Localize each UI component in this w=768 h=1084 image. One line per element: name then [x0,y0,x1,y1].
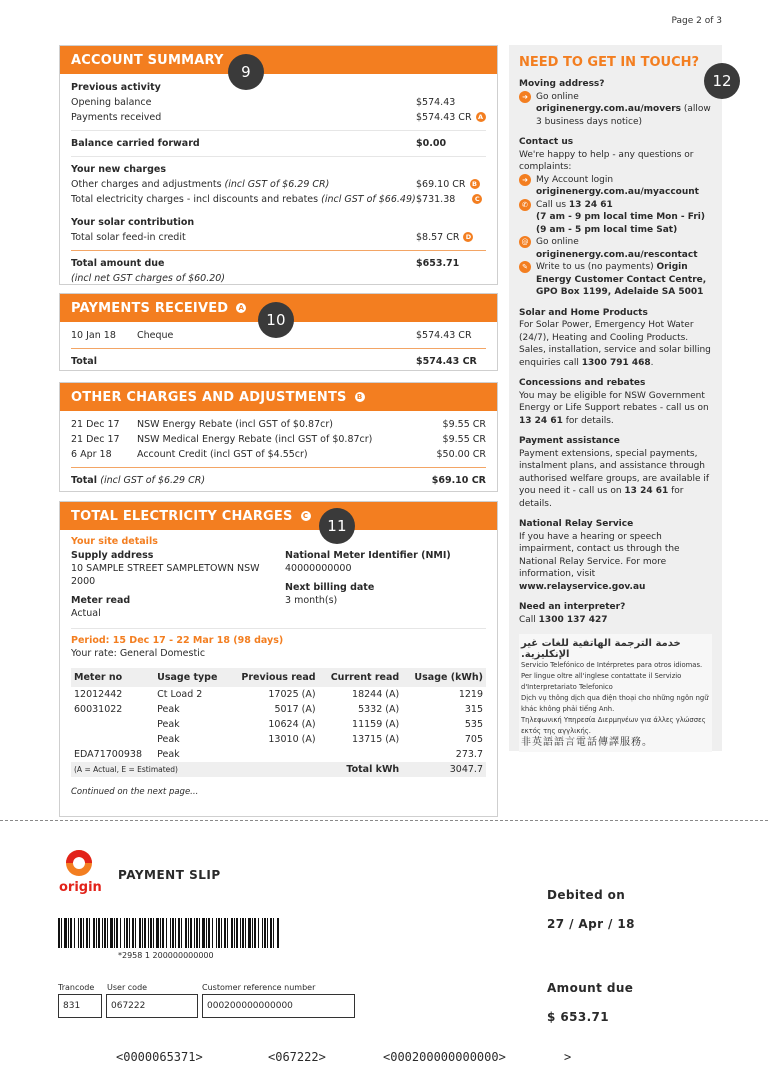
column-header: Previous read [229,668,319,687]
at-icon: @ [519,236,531,248]
subheading: Your solar contribution [71,217,195,228]
summary-row: Opening balance $574.43 [71,97,456,108]
site-details-heading: Your site details [71,536,158,547]
arrow-icon: ➜ [519,91,531,103]
column-header: Meter no [71,668,154,687]
account-summary-header [60,46,497,81]
origin-logo: origin [58,848,102,898]
amount-due-label: Amount due [547,981,634,995]
subheading: Previous activity [71,82,161,93]
language-italian: Per lingue oltre all'inglese contattate il Servizio d'Interpretariato Telefonico [521,672,682,691]
badge-b: B [470,179,480,189]
next-billing-value: 3 month(s) [285,595,338,606]
page-number: Page 2 of 3 [671,16,722,26]
charge-row: 21 Dec 17 NSW Medical Energy Rebate (incl GST of $0.87cr) $9.55 CR [71,434,486,445]
payment-slip-title: PAYMENT SLIP [118,868,221,882]
amount-due-value: $ 653.71 [547,1010,610,1024]
badge-a: A [236,303,246,313]
pencil-icon: ✎ [519,261,531,273]
language-vietnamese: Dịch vụ thông dịch qua điện thoại cho những ngôn ngữ khác không phải tiếng Anh. [521,694,709,713]
custref-field: 000200000000000 [202,994,355,1018]
summary-row: Total electricity charges - incl discounts and rebates (incl GST of $66.49) $731.38 C [71,192,486,207]
debited-date: 27 / Apr / 18 [547,917,635,931]
solar-block: Solar and Home Products For Solar Power, Emergency Hot Water (24/7), Heating and Cooling Products. Sales, installation, service and solar billing enquiries call 1300 791 468. [519,307,711,368]
other-charges-section [59,382,498,492]
contact-title: NEED TO GET IN TOUCH? [519,55,700,70]
summary-row: Total solar feed-in credit $8.57 CR D [71,230,486,245]
meter-read-label: Meter read [71,595,131,606]
section-title: TOTAL ELECTRICITY CHARGES [71,509,293,524]
summary-row: Total amount due $653.71 [71,258,460,269]
continued-note: Continued on the next page... [71,787,199,797]
movers-link[interactable]: originenergy.com.au/movers [536,104,682,114]
payment-total-row: Total $574.43 CR [71,356,477,367]
next-billing-label: Next billing date [285,582,375,593]
origin-logo-icon [58,848,102,878]
payment-assistance-block: Payment assistance Payment extensions, special payments, instalment plans, and assistance through authorised welfare groups, are available if you need it - call us on 13 24 61 for details. [519,436,710,509]
other-charges-header [60,383,497,411]
relay-link[interactable]: www.relayservice.gov.au [519,581,646,592]
supply-address-label: Supply address [71,550,154,561]
table-row: Peak 10624 (A) 11159 (A) 535 [157,719,483,730]
section-title: ACCOUNT SUMMARY [71,53,224,68]
phone-icon: ✆ [519,199,531,211]
language-arabic: خدمة الترجمة الهاتفية للغات غير الإنكليزية. [521,638,681,660]
ocr-custref: <000200000000000> [383,1050,506,1064]
charge-total-row: Total (incl GST of $6.29 CR) $69.10 CR [71,475,486,486]
trancode-field: 831 [58,994,102,1018]
custref-label: Customer reference number [202,983,316,992]
interpreter-block: Need an interpreter? Call 1300 137 427 [519,602,626,625]
contact-panel [509,45,732,751]
badge-d: D [463,232,473,242]
arrow-icon: ➜ [519,174,531,186]
subheading: Your new charges [71,164,166,175]
payments-received-header [60,294,497,329]
meter-read-value: Actual [71,608,101,619]
payment-row: 10 Jan 18 Cheque $574.43 CR [71,330,472,341]
callout-marker: 9 [228,54,264,90]
cut-line [0,820,768,821]
charge-row: 21 Dec 17 NSW Energy Rebate (incl GST of $0.87cr) $9.55 CR [71,419,486,430]
language-spanish: Servicio Telefónico de Intérpretes para otros idiomas. [521,661,703,669]
nmi-label: National Meter Identifier (NMI) [285,550,451,561]
usercode-label: User code [107,983,148,992]
badge-c: C [472,194,482,204]
charge-row: 6 Apr 18 Account Credit (incl GST of $4.55cr) $50.00 CR [71,449,486,460]
callout-marker: 12 [704,63,740,99]
callout-marker: 11 [319,508,355,544]
column-header: Current read [319,668,403,687]
concessions-block: Concessions and rebates You may be eligible for NSW Government Energy or Life Support rebates - call us on 13 24 61 for details. [519,378,709,426]
language-chinese: 非英語語言電話傳譯服務。 [521,737,653,748]
supply-address-value: 10 SAMPLE STREET SAMPLETOWN NSW 2000 [71,563,260,587]
nmi-value: 40000000000 [285,563,352,574]
relay-block: National Relay Service If you have a hearing or speech impairment, contact us through the National Relay Service. For more information, visit www.relayservice.gov.au [519,518,712,593]
badge-a: A [476,112,486,122]
summary-row: Balance carried forward $0.00 [71,138,447,149]
summary-row: Other charges and adjustments (incl GST of $6.29 CR) $69.10 CR B [71,177,486,192]
rate: Your rate: General Domestic [71,648,206,659]
section-title: PAYMENTS RECEIVED [71,301,229,316]
debited-on-label: Debited on [547,888,626,902]
table-row: Peak 13010 (A) 13715 (A) 705 [157,734,483,745]
billing-period: Period: 15 Dec 17 - 22 Mar 18 (98 days) [71,635,284,646]
language-greek: Τηλεφωνική Υπηρεσία Διερμηνέων για άλλες γλώσσες εκτός της αγγλικής. [521,716,706,735]
language-list [519,634,712,752]
badge-b: B [355,392,365,402]
table-total-row: (A = Actual, E = Estimated) Total kWh 3047.7 [71,762,486,777]
myaccount-link[interactable]: originenergy.com.au/myaccount [536,187,699,197]
barcode [58,918,280,948]
payments-received-section [59,293,498,371]
callout-marker: 10 [258,302,294,338]
trancode-label: Trancode [58,983,95,992]
column-header: Usage type [154,668,228,687]
ocr-end: > [564,1050,572,1064]
rescontact-link[interactable]: originenergy.com.au/rescontact [536,249,698,260]
moving-block: Moving address? ➜ Go online originenergy.com.au/movers (allow 3 business days notice) [519,79,711,127]
electricity-section [59,501,498,817]
section-title: OTHER CHARGES AND ADJUSTMENTS [71,390,347,405]
summary-row: Payments received $574.43 CR A [71,110,486,125]
table-row: 60031022 Peak 5017 (A) 5332 (A) 315 [74,704,483,715]
account-summary-section [59,45,498,285]
table-row: EDA71700938 Peak 273.7 [74,749,483,760]
meter-table [71,668,486,777]
gst-note: (incl net GST charges of $60.20) [71,273,226,284]
electricity-header [60,502,497,535]
usercode-field: 067222 [106,994,198,1018]
column-header: Usage (kWh) [402,668,486,687]
barcode-number: *2958 1 200000000000 [118,951,214,960]
ocr-amount: <0000065371> [116,1050,203,1064]
ocr-usercode: <067222> [268,1050,326,1064]
table-row: 12012442 Ct Load 2 17025 (A) 18244 (A) 1219 [74,689,483,700]
badge-c: C [301,511,311,521]
contact-block: Contact us We're happy to help - any questions or complaints: ➜ My Account login originenergy.com.au/myaccount ✆ Call us 13 24 61 (7 am - 9 pm local time Mon - Fri) (9 am - 5 pm local time Sat) @ Go online originenergy.com.au/rescontact ✎ Write to us (no payments) Origin Energy Customer Contact Centre, GPO Box 1199, Adelaide SA 5001 [519,136,712,299]
